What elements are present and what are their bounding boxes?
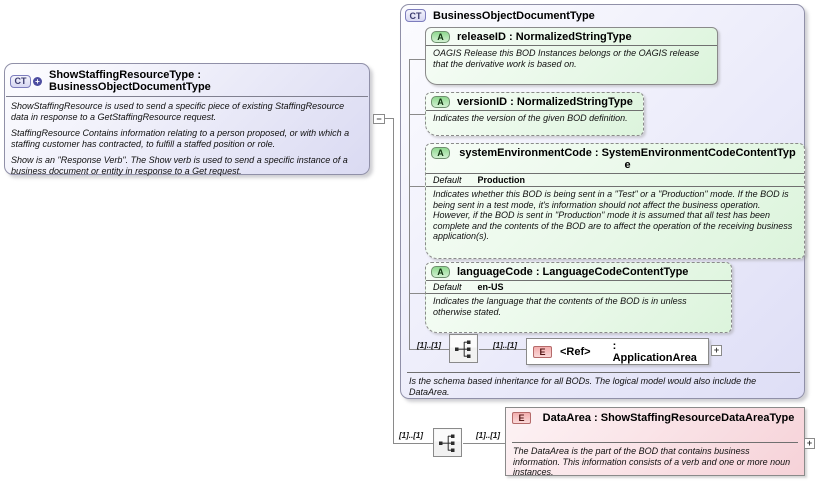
attribute-systemEnvironmentCode-name: systemEnvironmentCode : SystemEnvironmentCodeContentType [459, 147, 796, 171]
connector-line [385, 118, 393, 119]
sequence-icon[interactable] [449, 334, 479, 364]
sequence-icon[interactable] [433, 428, 463, 458]
ref-element-name: <Ref> [560, 345, 591, 358]
attribute-rail-line [409, 59, 410, 349]
attribute-badge: A [431, 96, 450, 108]
bod-box-header [401, 5, 804, 22]
attribute-languageCode-doc: Indicates the language that the contents of the BOD is in unless otherwise stated. [433, 296, 687, 317]
complex-type-badge: CT [405, 9, 426, 22]
element-badge: E [533, 346, 552, 358]
bod-box-title: BusinessObjectDocumentType [433, 9, 595, 22]
dataarea-title: DataArea : ShowStaffingResourceDataAreaType [542, 412, 795, 424]
cardinality-label: [1]..[1] [399, 431, 423, 440]
default-value: Production [477, 175, 526, 185]
divider [512, 442, 798, 443]
connector-line [463, 443, 505, 444]
dataarea-doc: The DataArea is the part of the BOD that contains business information. This information consists of a verb and one or more noun instances. [513, 446, 791, 477]
bod-box-footer-doc: Is the schema based inheritance for all BODs. The logical model would also include the DataArea. [409, 376, 757, 397]
attribute-releaseID-box[interactable] [425, 27, 718, 85]
cardinality-label: [1]..[1] [417, 341, 441, 350]
connector-line [393, 118, 394, 443]
expand-dataarea-button[interactable]: + [804, 438, 815, 449]
cardinality-label: [1]..[1] [493, 341, 517, 350]
ref-element-type: : ApplicationArea [612, 339, 697, 364]
expand-ref-button[interactable]: + [711, 345, 722, 356]
complex-type-plus-icon: + [33, 77, 42, 86]
attribute-releaseID-name: releaseID : NormalizedStringType [457, 31, 632, 43]
dataarea-element-box[interactable] [505, 407, 805, 476]
business-object-document-type-box[interactable] [400, 4, 805, 399]
attribute-languageCode-name: languageCode : LanguageCodeContentType [457, 266, 689, 278]
left-box-doc-1: ShowStaffingResource is used to send a specific piece of existing StaffingResource data in response to a GetStaffingResource request. [11, 101, 345, 122]
connector-line [409, 186, 425, 187]
attribute-versionID-name: versionID : NormalizedStringType [457, 96, 633, 108]
attribute-badge: A [431, 266, 450, 278]
left-box-doc-2: StaffingResource Contains information relating to a person proposed, or with which a staffing customer has contracted, to fulfill a staffed position or role. [11, 128, 350, 149]
connector-line [393, 443, 433, 444]
complex-type-badge: CT [10, 75, 31, 88]
connector-line [409, 114, 425, 115]
connector-line [409, 293, 425, 294]
ref-element-box[interactable] [526, 338, 709, 365]
left-box-header [5, 64, 369, 96]
attribute-badge: A [431, 31, 450, 43]
attribute-badge: A [431, 147, 450, 159]
show-staffing-resource-type-box[interactable] [4, 63, 370, 175]
attribute-systemEnvironmentCode-doc: Indicates whether this BOD is being sent in a "Test" or a "Production" mode. If the BOD is being sent in a test mode, it's information should not affect the business operation. However, if the BOD is sent in "Production" mode it is assumed that all test has been complete and the contents of the BOD are to affect the operation of the receiving business application(s). [433, 189, 793, 241]
left-box-title: ShowStaffingResourceType : BusinessObjectDocumentType [49, 69, 211, 93]
default-label: Default [433, 282, 462, 292]
divider [407, 372, 800, 373]
cardinality-label: [1]..[1] [476, 431, 500, 440]
default-label: Default [433, 175, 462, 185]
collapse-button[interactable]: − [373, 114, 385, 124]
element-badge: E [512, 412, 531, 424]
attribute-systemEnvironmentCode-box[interactable] [425, 143, 805, 259]
connector-line [409, 59, 425, 60]
attribute-languageCode-box[interactable] [425, 262, 732, 333]
attribute-versionID-doc: Indicates the version of the given BOD definition. [433, 113, 628, 123]
left-box-doc-3: Show is an "Response Verb". The Show verb is used to send a specific instance of a business document or entity in response to a Get request. [11, 155, 348, 176]
attribute-versionID-box[interactable] [425, 92, 644, 136]
default-value: en-US [477, 282, 504, 292]
attribute-releaseID-doc: OAGIS Release this BOD Instances belongs or the OAGIS release that the derivative work is based on. [433, 48, 700, 69]
